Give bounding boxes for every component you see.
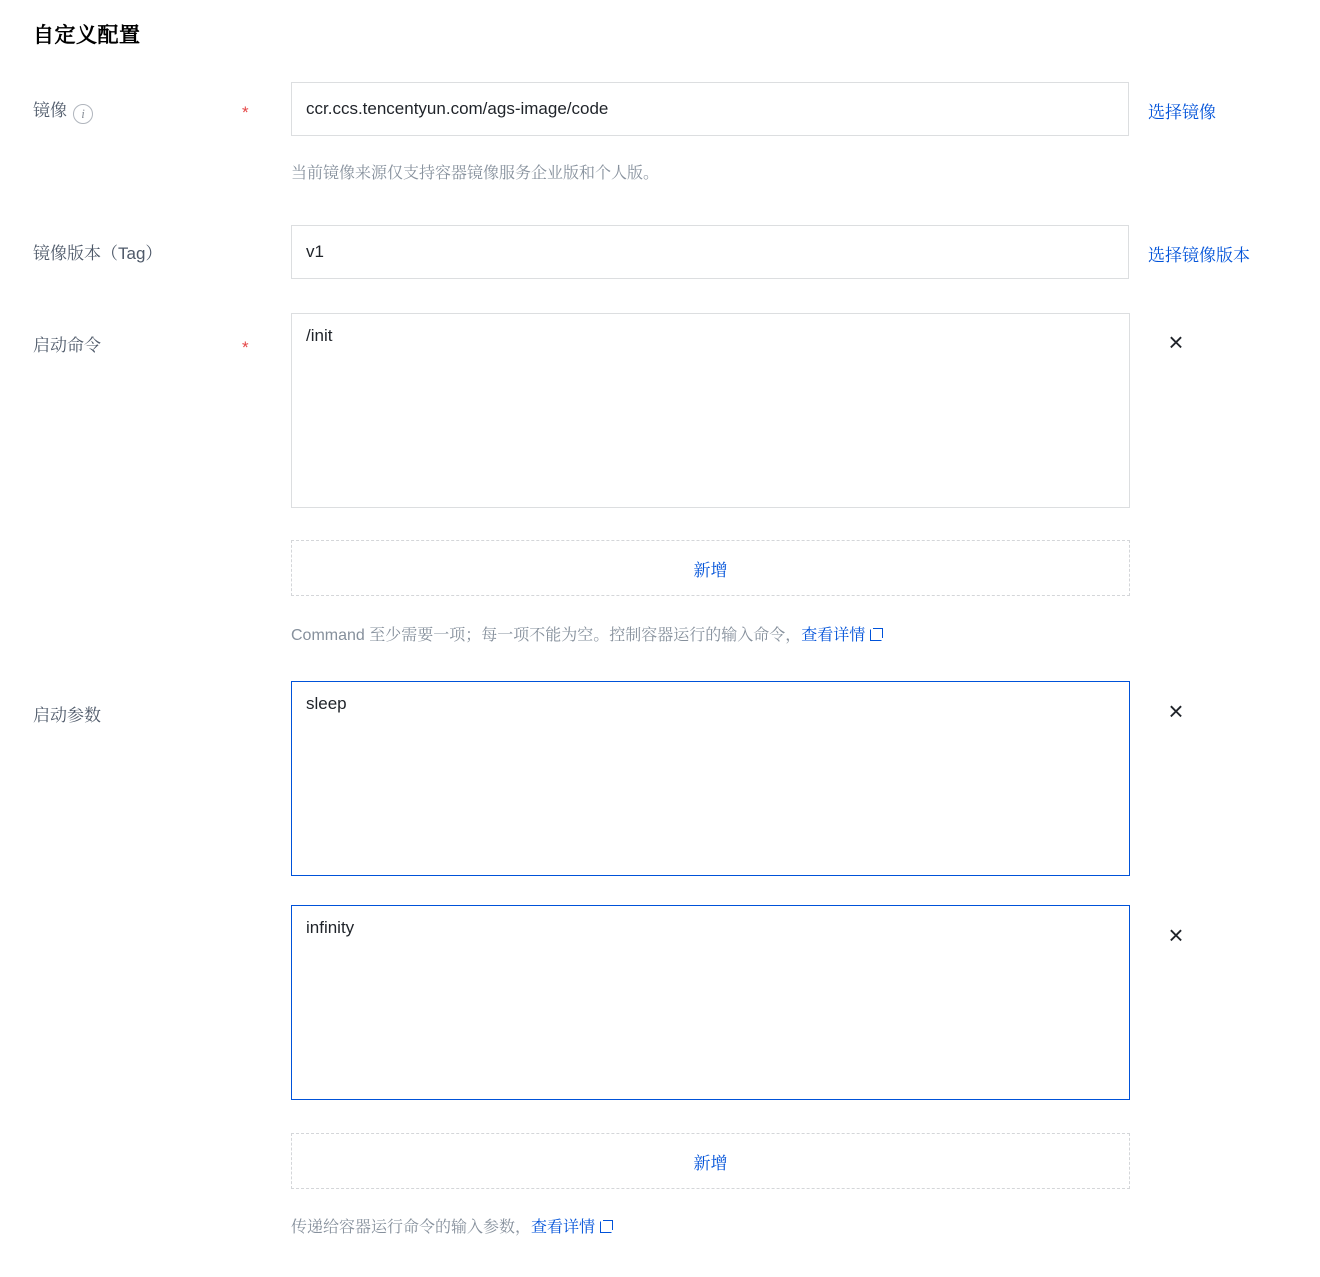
args-helper-text xyxy=(291,1214,613,1237)
external-link-icon xyxy=(870,628,883,641)
args-detail-link[interactable]: 查看详情 xyxy=(531,1219,596,1236)
remove-args-icon-1[interactable]: × xyxy=(1168,696,1184,726)
args-item-input-2[interactable] xyxy=(291,905,1130,1100)
add-args-button[interactable]: 新增 xyxy=(291,1133,1130,1189)
command-label: 启动命令 xyxy=(33,336,101,355)
args-label: 启动参数 xyxy=(33,706,101,725)
add-command-button[interactable]: 新增 xyxy=(291,540,1130,596)
select-tag-link[interactable]: 选择镜像版本 xyxy=(1148,246,1250,265)
tag-label: 镜像版本（Tag） xyxy=(33,244,163,263)
image-label-text: 镜像 xyxy=(33,101,67,120)
external-link-icon xyxy=(600,1220,613,1233)
args-helper-prefix: 传递给容器运行命令的输入参数， xyxy=(291,1219,532,1236)
command-required-star: * xyxy=(242,338,249,357)
image-helper-text: 当前镜像来源仅支持容器镜像服务企业版和个人版。 xyxy=(291,165,660,182)
select-image-link[interactable]: 选择镜像 xyxy=(1148,103,1216,122)
command-detail-link[interactable]: 查看详情 xyxy=(801,627,866,644)
command-helper-prefix: Command 至少需要一项；每一项不能为空。控制容器运行的输入命令， xyxy=(291,627,802,644)
info-icon[interactable]: i xyxy=(73,104,93,124)
args-item-input-1[interactable] xyxy=(291,681,1130,876)
remove-command-icon[interactable]: × xyxy=(1168,327,1184,357)
command-helper-text xyxy=(291,622,883,645)
page-title: 自定义配置 xyxy=(33,24,141,47)
image-required-star: * xyxy=(242,103,249,122)
remove-args-icon-2[interactable]: × xyxy=(1168,920,1184,950)
